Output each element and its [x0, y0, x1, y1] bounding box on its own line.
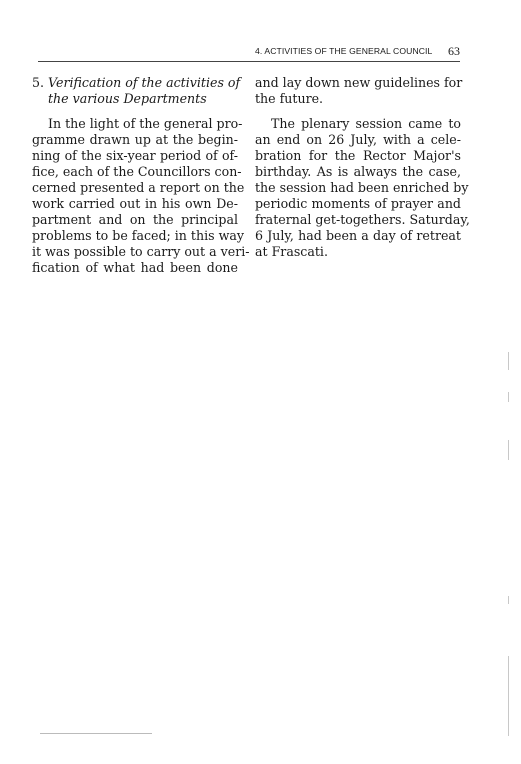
text-line: an end on 26 July, with a cele- — [255, 132, 461, 147]
text-line: problems to be faced; in this way — [32, 228, 244, 243]
left-column — [32, 75, 250, 276]
scan-edge-mark — [508, 440, 509, 460]
text-line: the session had been enriched by — [255, 180, 469, 195]
text-line: ning of the six-year period of of- — [32, 148, 238, 163]
text-line: fice, each of the Councillors con- — [32, 164, 242, 179]
running-head-section: 4. ACTIVITIES OF THE GENERAL COUNCIL — [255, 46, 433, 56]
scan-edge-mark — [508, 352, 509, 370]
text-line: cerned presented a report on the — [32, 180, 245, 195]
text-line: The plenary session came to — [271, 116, 461, 131]
scan-edge-mark — [508, 596, 509, 604]
text-line: the future. — [255, 91, 324, 106]
text-line: fication of what had been done — [32, 260, 238, 275]
section-heading-title-line2: the various Departments — [48, 91, 207, 106]
text-line: 6 July, had been a day of retreat — [255, 228, 461, 243]
text-line: In the light of the general pro- — [48, 116, 243, 131]
text-line: fraternal get-togethers. Saturday, — [255, 212, 470, 227]
text-line: partment and on the principal — [32, 212, 238, 227]
text-line: gramme drawn up at the begin- — [32, 132, 238, 147]
text-line: it was possible to carry out a veri- — [32, 244, 250, 259]
right-column — [255, 75, 470, 260]
header-rule — [38, 61, 460, 62]
text-line: work carried out in his own De- — [32, 196, 238, 211]
running-head — [255, 44, 460, 58]
scan-edge-mark — [508, 656, 509, 736]
text-line: bration for the Rector Major's — [255, 148, 461, 163]
text-line: periodic moments of prayer and — [255, 196, 461, 211]
scan-edge-mark — [508, 392, 509, 402]
text-line: birthday. As is always the case, — [255, 164, 461, 179]
section-heading — [32, 75, 241, 91]
section-heading-title-line1: Verification of the activities of — [48, 75, 241, 90]
footer-rule — [40, 733, 152, 734]
page-number: 63 — [448, 44, 460, 58]
section-heading-number: 5. — [32, 75, 45, 90]
text-line: at Frascati. — [255, 244, 328, 259]
text-line: and lay down new guidelines for — [255, 75, 463, 90]
